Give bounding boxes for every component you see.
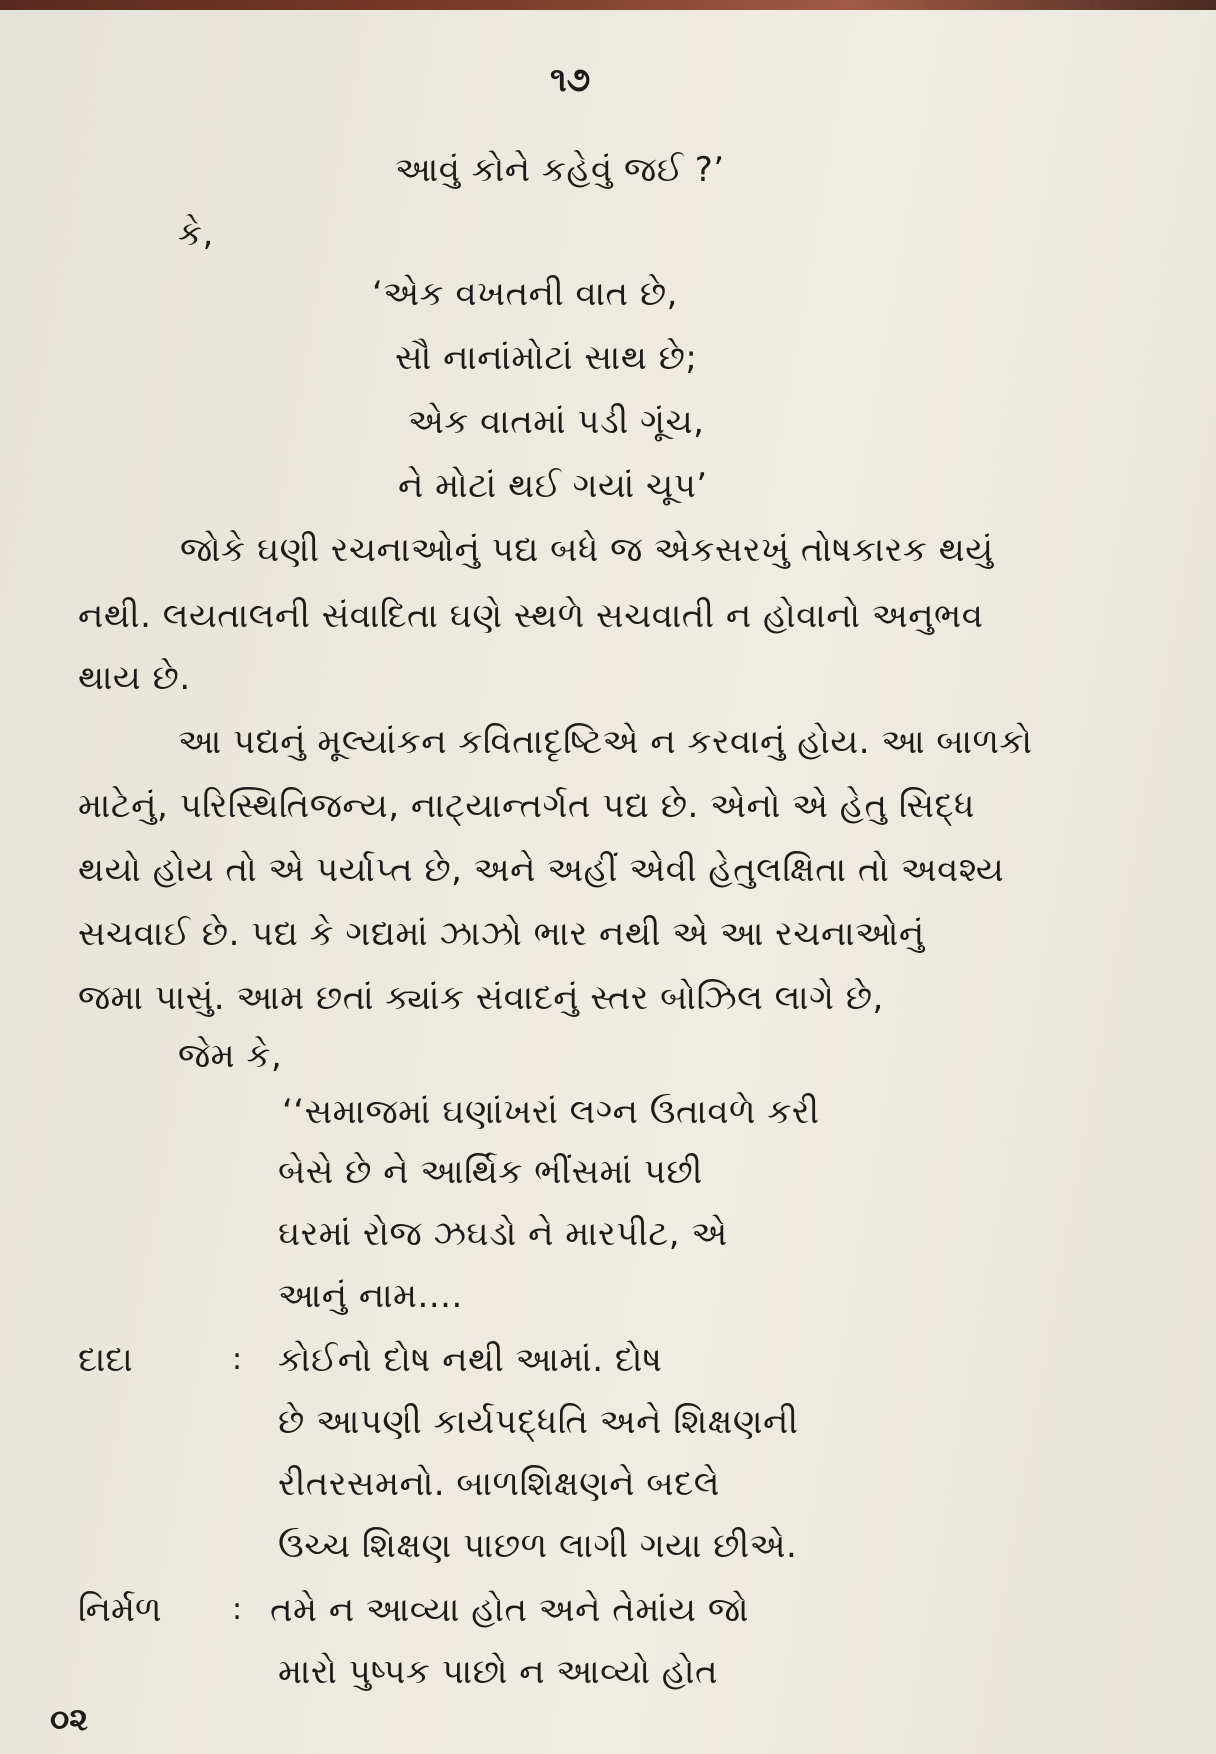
- dialogue-line: બેસે છે ને આર્થિક ભીંસમાં પછી: [278, 1152, 703, 1192]
- verse-line: એક વાતમાં પડી ગૂંચ,: [408, 402, 705, 442]
- paragraph-line: થયો હોય તો એ પર્યાપ્ત છે, અને અહીં એવી હેતુલક્ષિતા તો અવશ્ય: [78, 850, 1005, 890]
- text-line: આવું કોને કહેવું જઈ ?’: [395, 150, 725, 190]
- dialogue-line: ‘‘સમાજમાં ઘણાંખરાં લગ્ન ઉતાવળે કરી: [282, 1092, 820, 1132]
- speaker-colon: :: [232, 1342, 243, 1377]
- paragraph-line: માટેનું, પરિસ્થિતિજન્ય, નાટ્યાન્તર્ગત પદ્ય છે. એનો એ હેતુ સિદ્ધ: [78, 786, 975, 826]
- dialogue-line: ઉચ્ચ શિક્ષણ પાછળ લાગી ગયા છીએ.: [278, 1526, 798, 1566]
- paragraph-line: આ પદ્યનું મૂલ્યાંકન કવિતાદૃષ્ટિએ ન કરવાનું હોય. આ બાળકો: [178, 722, 1033, 762]
- verse-line: ‘એક વખતની વાત છે,: [372, 274, 678, 314]
- dialogue-line: છે આપણી કાર્યપદ્ધતિ અને શિક્ષણની: [278, 1402, 799, 1442]
- paragraph-line: જમા પાસું. આમ છતાં ક્યાંક સંવાદનું સ્તર બોઝિલ લાગે છે,: [78, 978, 884, 1018]
- paragraph-line: જેમ કે,: [178, 1036, 283, 1076]
- page-number: ૧૭: [550, 60, 591, 100]
- page-top-edge: [0, 0, 1216, 10]
- dialogue-line: કોઈનો દોષ નથી આમાં. દોષ: [278, 1340, 663, 1380]
- paragraph-line: સચવાઈ છે. પદ્ય કે ગદ્યમાં ઝાઝો ભાર નથી એ આ રચનાઓનું: [78, 914, 925, 954]
- footer-signature-mark: ૦૨: [50, 1700, 89, 1738]
- verse-line: સૌ નાનાંમોટાં સાથ છે;: [395, 338, 698, 378]
- dialogue-line: મારો પુષ્પક પાછો ન આવ્યો હોત: [278, 1652, 719, 1692]
- verse-line: ને મોટાં થઈ ગયાં ચૂપ’: [398, 466, 708, 506]
- paragraph-line: નથી. લયતાલની સંવાદિતા ઘણે સ્થળે સચવાતી ન હોવાનો અનુભવ: [78, 596, 984, 636]
- paragraph-line: થાય છે.: [78, 658, 191, 698]
- dialogue-line: ઘરમાં રોજ ઝઘડો ને મારપીટ, એ: [278, 1214, 728, 1254]
- text-line: કે,: [178, 214, 214, 254]
- dialogue-line: તમે ન આવ્યા હોત અને તેમાંય જો: [270, 1590, 750, 1630]
- speaker-colon: :: [232, 1592, 243, 1627]
- dialogue-line: રીતરસમનો. બાળશિક્ષણને બદલે: [278, 1464, 720, 1504]
- speaker-nirmal: નિર્મળ: [78, 1590, 162, 1630]
- dialogue-line: આનું નામ....: [278, 1276, 463, 1316]
- paragraph-line: જોકે ઘણી રચનાઓનું પદ્ય બધે જ એકસરખું તોષકારક થયું: [180, 530, 994, 570]
- speaker-dada: દાદા: [78, 1340, 133, 1380]
